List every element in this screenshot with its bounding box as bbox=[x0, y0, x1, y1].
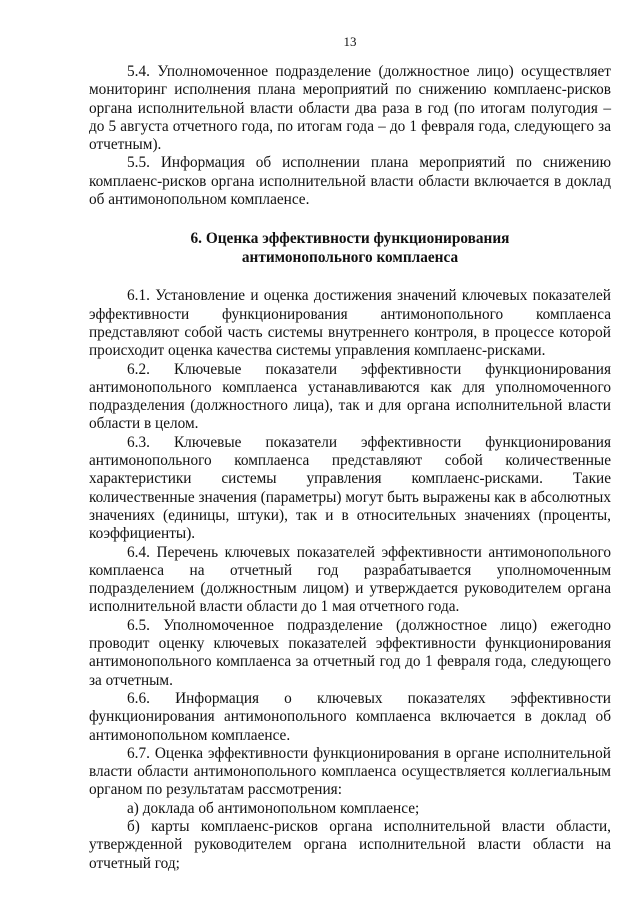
paragraph-6-1: 6.1. Установление и оценка достижения значений ключевых показателей эффективности функционирования антимонопольного комплаенса представляют собой часть системы внутреннего контроля, в процессе которой происходит оценка качества системы управления комплаенс-рисками. bbox=[89, 287, 611, 360]
paragraph-5-4: 5.4. Уполномоченное подразделение (должностное лицо) осуществляет мониторинг исполнения плана мероприятий по снижению комплаенс-рисков органа исполнительной власти области два раза в год (по итогам полугодия – до 5 августа отчетного года, по итогам года – до 1 февраля года, следующего за отчетным). bbox=[89, 63, 611, 154]
paragraph-6-6: 6.6. Информация о ключевых показателях эффективности функционирования антимонопольного комплаенса включается в доклад об антимонопольном комплаенсе. bbox=[89, 689, 611, 744]
document-page bbox=[89, 34, 611, 873]
paragraph-6-2: 6.2. Ключевые показатели эффективности функционирования антимонопольного комплаенса устанавливаются как для уполномоченного подразделения (должностного лица), так и для органа исполнительной власти области в целом. bbox=[89, 360, 611, 433]
paragraph-6-4: 6.4. Перечень ключевых показателей эффективности антимонопольного комплаенса на отчетный год разрабатывается уполномоченным подразделением (должностным лицом) и утверждается руководителем органа исполнительной власти области до 1 мая отчетного года. bbox=[89, 543, 611, 616]
section-6-heading-line-1: 6. Оценка эффективности функционирования bbox=[190, 230, 510, 248]
paragraph-6-3: 6.3. Ключевые показатели эффективности функционирования антимонопольного комплаенса представляют собой количественные характеристики системы управления комплаенс-рисками. Такие количественные значения (параметры) могут быть выражены как в абсолютных значениях (единицы, штуки), так и в относительных значениях (проценты, коэффициенты). bbox=[89, 433, 611, 543]
page-number: 13 bbox=[343, 34, 357, 49]
paragraph-6-5: 6.5. Уполномоченное подразделение (должностное лицо) ежегодно проводит оценку ключевых показателей эффективности функционирования антимонопольного комплаенса за отчетный год до 1 февраля года, следующего за отчетным. bbox=[89, 616, 611, 689]
paragraph-6-7-a: а) доклада об антимонопольном комплаенсе; bbox=[127, 799, 420, 817]
section-6-heading bbox=[89, 229, 611, 267]
section-6-heading-line-2: антимонопольного комплаенса bbox=[241, 249, 459, 267]
paragraph-5-5: 5.5. Информация об исполнении плана мероприятий по снижению комплаенс-рисков органа исполнительной власти области включается в доклад об антимонопольном комплаенсе. bbox=[89, 154, 611, 209]
paragraph-6-7: 6.7. Оценка эффективности функционирования в органе исполнительной власти области антимонопольного комплаенса осуществляется коллегиальным органом по результатам рассмотрения: bbox=[89, 744, 611, 799]
paragraph-6-7-b: б) карты комплаенс-рисков органа исполнительной власти области, утвержденной руководителем органа исполнительной власти области на отчетный год; bbox=[89, 817, 611, 872]
